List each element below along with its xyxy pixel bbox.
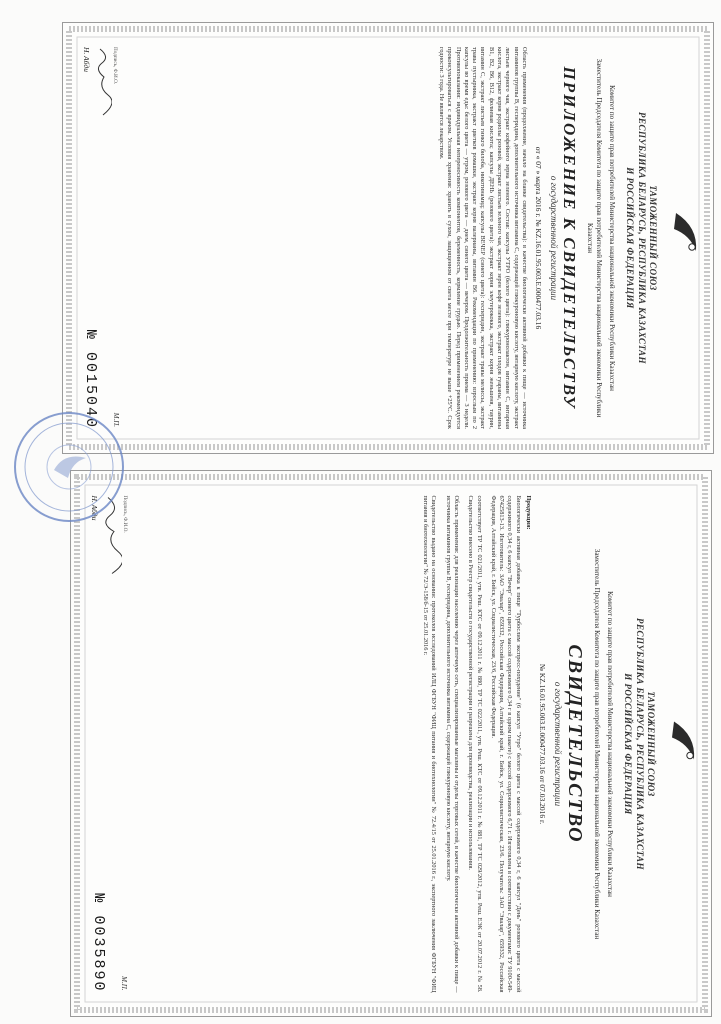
stamp-mark-label: М.П. — [120, 975, 128, 990]
protocols-text: Свидетельство выдано на основании: протоколов исследований ИЛЦ ФГБУН "ФИЦ питания и биотехнологии" № 72.4/15 от 25.01.2016 г., экспертного заключения ФГБУН "ФИЦ питания и биотехнологии" № 72/Э-158/б-15 от 25.01.2016 г. — [422, 495, 438, 992]
compliance-text: соответствует ТР ТС 021/2011, утв. Реш. КТС от 09.12.2011 г. № 880, ТР ТС 022/2011, утв. Реш. КТС от 09.12.2011 г. № 881, ТР ТС 029/2012, утв. Реш. ЕЭК от 20.07.2012 г. № 58. Свидетельство внесено в Реестр свидетельств о государственной регистрации и разрешена для производства, реализации и использования. — [467, 495, 483, 992]
certificate-title: СВИДЕТЕЛЬСТВО — [564, 643, 587, 844]
serial-number: № 0015040 — [82, 329, 99, 429]
committee-name: Комитет по защите прав потребителей Министерства национальной экономики Республики Казахстан — [608, 85, 617, 391]
registration-line: от « 07 » марта 2016 г. № KZ.16.01.95.003.Е.000477.03.16 — [533, 146, 543, 330]
union-header-1: ТАМОЖЕННЫЙ СОЮЗ — [646, 690, 656, 797]
deputy-name: Заместитель Председателя Комитета по защите прав потребителей Министерства национальной экономики Республики Казахстан — [593, 548, 602, 939]
certificate-sheet — [70, 470, 712, 1017]
appendix-body: Область применения (продолжение, начало на бланке свидетельства): в качестве биологически активной добавки к пище — источника витаминов группы В, гесперидина, дополнительного источника витамина С, содержащей глюкуроновую кислоту, янтарную кислоту, экстракт листьев черного чая, экстракт кофейного зерна зеленого. Состав: капсулы УТРО (белого цвета): глюкуронолактон, витамин С, янтарная кислота, экстракт корня родиолы розовой, экстракт листьев зеленого чая, экстракт зерен кофе зеленого, экстракт плодов гуараны, витамины В1, В2, В6, В12, фолиевая кислота; капсулы ДЕНЬ (розового цвета): экстракт корня элеутерококка, экстракт корня женьшеня, таурин, витамин С, экстракт листьев гинкго билоба, никотинамид; капсулы ВЕЧЕР (синего цвета): гесперидин, экстракт травы мелиссы, экстракт травы пустырника, экстракт цветков ромашки, экстракт корня валерианы, витамин В6. Рекомендации по применению: взрослым по 2 капсулы во время еды: белого цвета — утром, розового цвета — днем, синего цвета — вечером. Продолжительность приема — 3 недели. Противопоказания: индивидуальная непереносимость компонентов, беременность, кормление грудью. Перед применением рекомендуется проконсультироваться с врачом. Условия хранения: хранить в сухом, защищенном от света месте при температуре не выше +25°С. Срок годности: 3 года. Не является лекарством. — [438, 47, 528, 429]
committee-name: Комитет по защите прав потребителей Министерства национальной экономики Республики Казахстан — [606, 590, 615, 897]
serial-number: № 0035890 — [90, 892, 107, 992]
product-label: Продукция: — [525, 495, 533, 530]
deputy-name: Заместитель Председателя Комитета по защите прав потребителей Министерства национальной экономики Республики Казахстан — [586, 58, 604, 418]
certificate-subtitle: о государственной регистрации — [553, 681, 564, 806]
signer-caption: Подпись, Ф.И.О. — [122, 495, 129, 533]
union-header-2: РЕСПУБЛИКА БЕЛАРУСЬ, РЕСПУБЛИКА КАЗАХСТАН — [636, 112, 647, 364]
round-stamp — [4, 408, 134, 526]
signature-icon — [96, 47, 112, 117]
signer-caption: Подпись, Ф.И.О. — [112, 47, 119, 85]
appendix-footer — [82, 47, 119, 429]
union-header-3: И РОССИЙСКАЯ ФЕДЕРАЦИЯ — [625, 167, 636, 309]
union-header-1: ТАМОЖЕННЫЙ СОЮЗ — [648, 185, 658, 291]
signer-name: Н. Абди — [90, 495, 99, 520]
appendix-title: ПРИЛОЖЕНИЕ К СВИДЕТЕЛЬСТВУ — [559, 66, 579, 410]
certificate-footer — [90, 495, 129, 992]
scope-text: Область применения: для реализации населению через аптечную сеть, специализированные магазины и отделы торговых сетей, в качестве биологически активной добавки к пище — источника витаминов группы В, гесперидина, дополнительного источника витамина С, содержащей глюкуроновую кислоту, янтарную кислоту. — [444, 495, 460, 992]
appendix-sheet — [62, 22, 714, 454]
union-header-2: РЕСПУБЛИКА БЕЛАРУСЬ, РЕСПУБЛИКА КАЗАХСТАН — [634, 617, 645, 870]
product-description: Биологически активная добавка к пище "Турбослим экспресс-похудение" (6 капсул "Утро" белого цвета с массой содержимого 0,34 г, 6 капсул "День" розового цвета с массой содержимого 0,34 г, 6 капсул "Вечер" синего цвета с массой содержимого 0,34 г в одном пакете) с массой содержимого 6,71 г. Изготовлена в соответствии с документами: ТУ 9100-549-67425813-13. Изготовитель: ЗАО "Эвалар", 659332, Российская Федерация, Алтайский край, г. Бийск, ул. Социалистическая, 23/6. Получатель: ЗАО "Эвалар", 659332, Российская Федерация, Алтайский край, г. Бийск, ул. Социалистическая, 23/6, Российская Федерация. — [489, 495, 522, 992]
registration-line: № KZ.16.01.95.003.Е.000477.03.16 от 07.03.2016 г. — [538, 663, 548, 824]
appendix-subtitle: о государственной регистрации — [548, 175, 559, 301]
eagle-emblem-icon — [663, 717, 698, 763]
union-header-3: И РОССИЙСКАЯ ФЕДЕРАЦИЯ — [623, 672, 634, 815]
stamp-seal-icon — [4, 408, 134, 526]
eagle-emblem-icon — [665, 209, 700, 255]
stamp-mark-label: М.П. — [112, 412, 120, 427]
signer-name: Н. Абди — [82, 47, 91, 72]
